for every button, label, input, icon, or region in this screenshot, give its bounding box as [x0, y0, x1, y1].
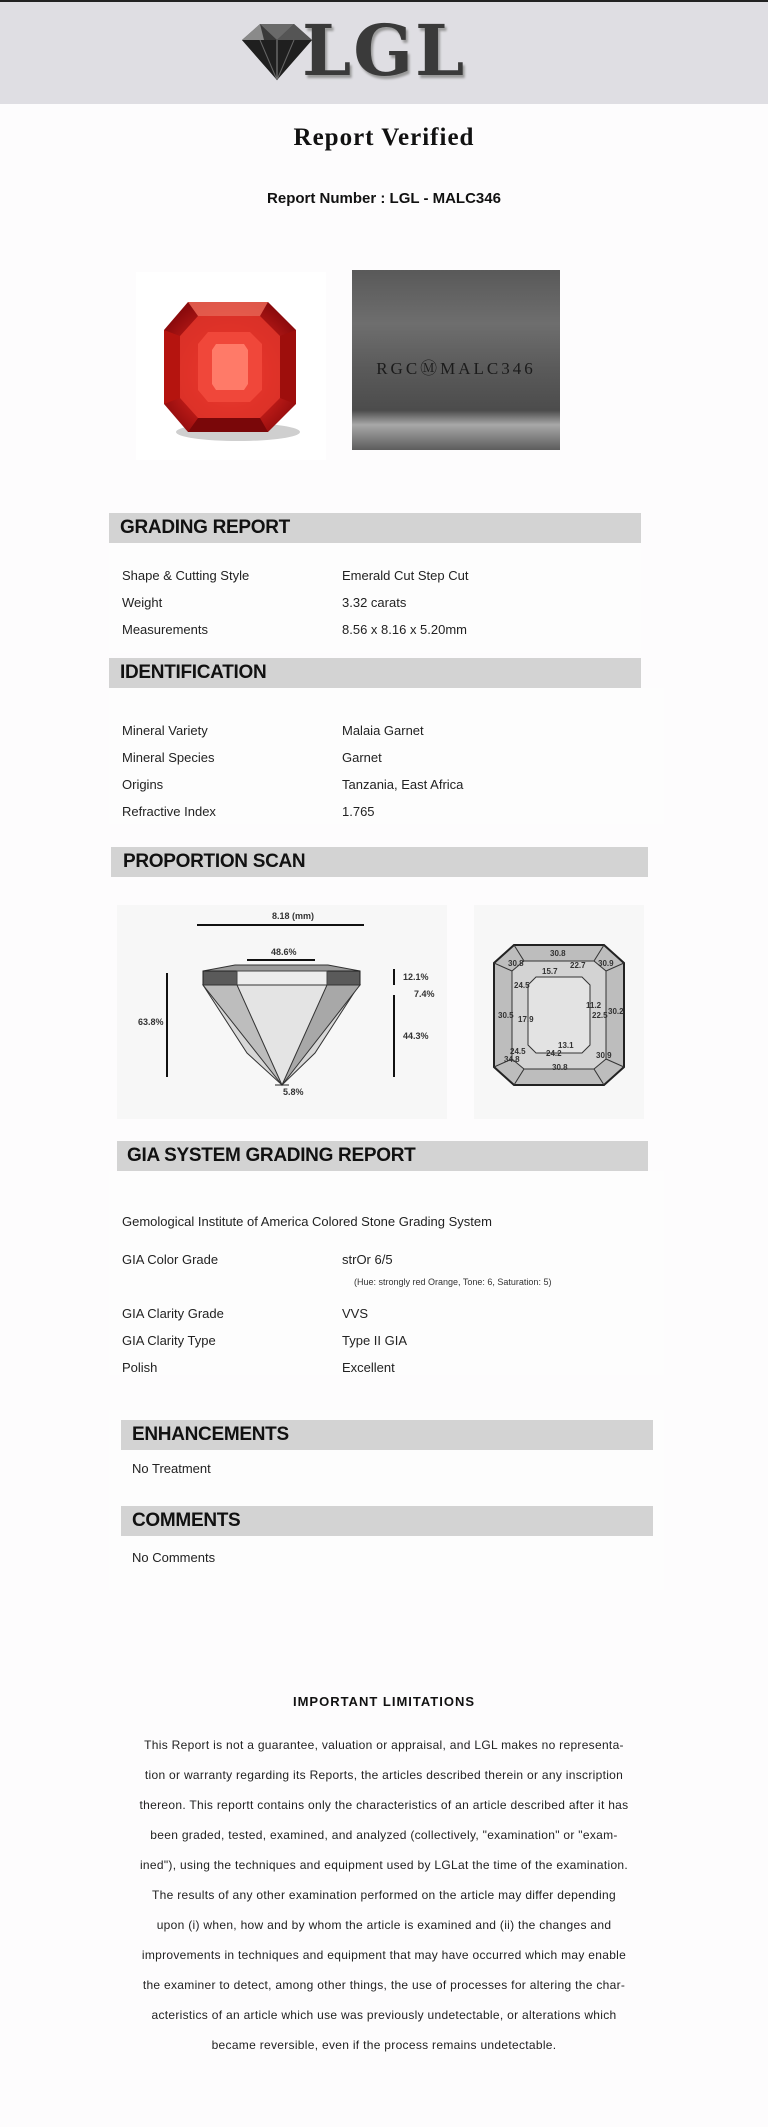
limitations-line: The results of any other examination performed on the article may differ depending: [152, 1888, 616, 1902]
limitations-line: tion or warranty regarding its Reports, the articles described therein or any inscription: [144, 1768, 624, 1782]
gia-color-note: (Hue: strongly red Orange, Tone: 6, Saturation: 5): [354, 1277, 552, 1287]
row-label: Weight: [122, 595, 163, 610]
limitations-line: became reversible, even if the process remains undetectable.: [211, 2038, 557, 2052]
profile-girdle-label: 7.4%: [414, 989, 435, 999]
row-label: GIA Clarity Type: [122, 1333, 216, 1348]
inscription-photo: [352, 270, 560, 450]
row-label: Mineral Species: [122, 750, 215, 765]
top-view-label: 22.7: [570, 961, 586, 970]
top-view-label: 24.5: [510, 1047, 526, 1056]
profile-crown-label: 12.1%: [403, 972, 429, 982]
limitations-line: This Report is not a guarantee, valuation or appraisal, and LGL makes no representa-: [144, 1738, 624, 1752]
gem-photo: [136, 272, 326, 460]
row-label: Origins: [122, 777, 164, 792]
top-view-label: 15.7: [542, 967, 558, 976]
top-view-label: 24.5: [514, 981, 530, 990]
row-label: Measurements: [122, 622, 208, 637]
row-label: GIA Clarity Grade: [122, 1306, 224, 1321]
profile-culet-label: 5.8%: [283, 1087, 304, 1097]
top-view-label: 24.2: [546, 1049, 562, 1058]
proportion-top-view-diagram: [474, 905, 644, 1119]
top-view-label: 22.5: [592, 1011, 608, 1020]
top-view-label: 11.2: [586, 1001, 602, 1010]
section-header-gia-report: GIA SYSTEM GRADING REPORT: [117, 1141, 648, 1171]
top-view-label: 30.2: [608, 1007, 624, 1016]
row-label: Shape & Cutting Style: [122, 568, 250, 583]
enhancements-text: No Treatment: [132, 1461, 211, 1476]
profile-diagram: [117, 905, 447, 1119]
top-view-label: 17.9: [518, 1015, 534, 1024]
row-value: 3.32 carats: [342, 595, 407, 610]
profile-width-label: 8.18 (mm): [272, 911, 315, 921]
inscription-text: RGCⓂMALC346: [376, 359, 536, 378]
top-view-label: 34.8: [504, 1055, 520, 1064]
row-value: Emerald Cut Step Cut: [342, 568, 469, 583]
limitations-line: acteristics of an article which use was previously undetectable, or alterations which: [151, 2008, 617, 2022]
row-label: Polish: [122, 1360, 158, 1375]
row-value: Type II GIA: [342, 1333, 408, 1348]
top-view-label: 30.8: [552, 1063, 568, 1072]
top-view-label: 30.8: [508, 959, 524, 968]
section-header-comments: COMMENTS: [121, 1506, 653, 1536]
row-label: Mineral Variety: [122, 723, 208, 738]
row-label: Refractive Index: [122, 804, 216, 819]
section-header-enhancements: ENHANCEMENTS: [121, 1420, 653, 1450]
profile-table-label: 48.6%: [271, 947, 297, 957]
top-view-label: 30.8: [550, 949, 566, 958]
top-view-label: 13.1: [558, 1041, 574, 1050]
top-view-label: 30.9: [598, 959, 614, 968]
page-title: Report Verified: [293, 124, 475, 151]
limitations-line: the examiner to detect, among other things, the use of processes for altering the char-: [142, 1978, 626, 1992]
row-value: Excellent: [342, 1360, 395, 1375]
section-header-identification: IDENTIFICATION: [109, 658, 641, 688]
section-header-proportion-scan: PROPORTION SCAN: [111, 847, 648, 877]
top-view-label: 30.5: [498, 1011, 514, 1020]
row-value: VVS: [342, 1306, 369, 1321]
limitations-line: been graded, tested, examined, and analyzed (collectively, "examination" or "exam-: [150, 1828, 618, 1842]
logo-text: LGL: [302, 9, 467, 92]
top-view-label: 30.9: [596, 1051, 612, 1060]
row-label: GIA Color Grade: [122, 1252, 219, 1267]
row-value: Malaia Garnet: [342, 723, 424, 738]
limitations-line: upon (i) when, how and by whom the article is examined and (ii) the changes and: [156, 1918, 612, 1932]
profile-total-depth-label: 63.8%: [138, 1017, 164, 1027]
limitations-title: IMPORTANT LIMITATIONS: [292, 1694, 476, 1709]
row-value: strOr 6/5: [342, 1252, 393, 1267]
row-value: Tanzania, East Africa: [342, 777, 464, 792]
limitations-line: thereon. This reportt contains only the characteristics of an article described after it has: [139, 1798, 629, 1812]
gem-image: [136, 272, 326, 460]
row-value: 8.56 x 8.16 x 5.20mm: [342, 622, 468, 637]
row-value: Garnet: [342, 750, 382, 765]
lgl-logo[interactable]: [232, 9, 492, 92]
gia-subtitle: Gemological Institute of America Colored Stone Grading System: [122, 1214, 492, 1229]
profile-pavilion-label: 44.3%: [403, 1031, 429, 1041]
limitations-line: improvements in techniques and equipment that may have occurred which may enable: [141, 1948, 627, 1962]
comments-text: No Comments: [132, 1550, 216, 1565]
row-value: 1.765: [342, 804, 375, 819]
report-number: Report Number : LGL - MALC346: [267, 190, 501, 207]
section-header-grading-report: GRADING REPORT: [109, 513, 641, 543]
limitations-line: ined"), using the techniques and equipment used by LGLat the time of the examination.: [139, 1858, 629, 1872]
proportion-profile-diagram: [117, 905, 447, 1119]
